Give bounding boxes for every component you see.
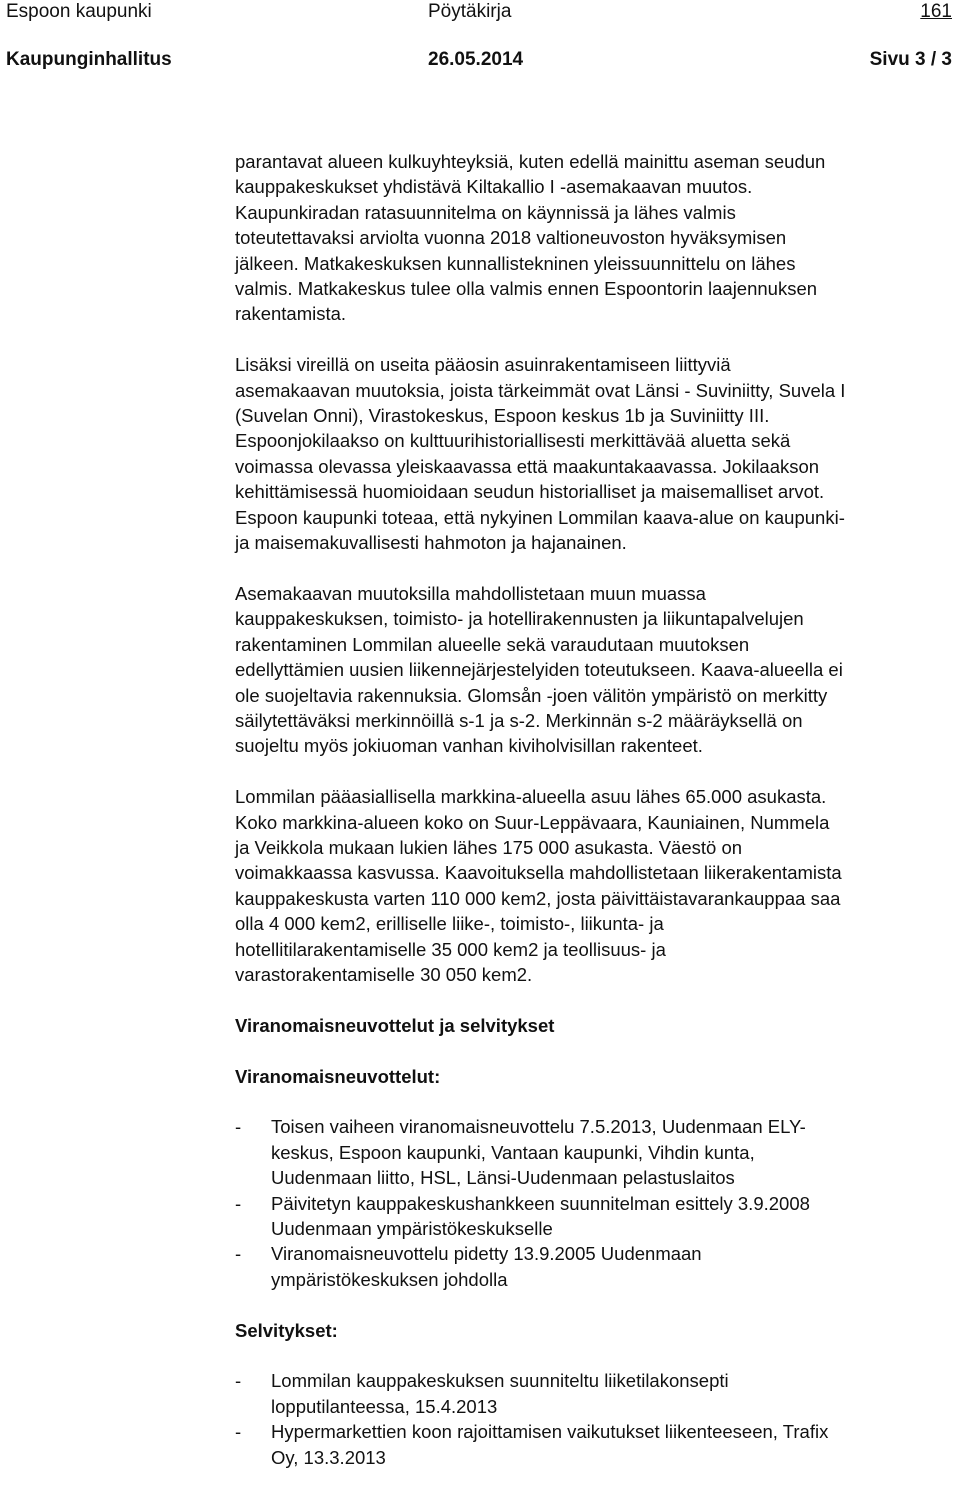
list-item	[235, 1114, 955, 1190]
consultations-list	[235, 1114, 955, 1292]
studies-heading: Selvitykset:	[235, 1319, 338, 1341]
studies-list	[235, 1368, 955, 1470]
organization-name: Espoon kaupunki	[6, 1, 152, 22]
list-item-text: Lommilan kauppakeskuksen suunniteltu liiketilakonsepti lopputilanteessa, 15.4.2013	[271, 1370, 729, 1417]
body-name: Kaupunginhallitus	[6, 49, 172, 70]
list-dash: -	[235, 1243, 242, 1265]
list-item-text: Viranomaisneuvottelu pidetty 13.9.2005 Uudenmaan ympäristökeskuksen johdolla	[271, 1243, 702, 1290]
list-item-text: Päivitetyn kauppakeskushankkeen suunnitelman esittely 3.9.2008 Uudenmaan ympäristökeskukselle	[271, 1192, 810, 1239]
paragraph-pending-plans: Lisäksi vireillä on useita pääosin asuinrakentamiseen liittyviä asemakaavan muutoksia, joista tärkeimmät ovat Länsi - Suviniitty, Suvela I (Suvelan Onni), Virastokeskus, Espoon keskus 1b ja Suviniitty III. Espoonjokilaakso on kulttuurihistoriallisesti merkittävää aluetta sekä voimassa olevassa yleiskaavassa että maakuntakaavassa. Jokilaakson kehittämisessä huomioidaan seudun historialliset ja maisemalliset arvot. Espoon kaupunki toteaa, että nykyinen Lommilan kaava-alue on kaupunki- ja maisemakuvallisesti hahmoton ja hajanainen.	[235, 354, 846, 554]
paragraph-market-area: Lommilan pääasiallisella markkina-alueella asuu lähes 65.000 asukasta. Koko markkina-alueen koko on Suur-Leppävaara, Kauniainen, Nummela ja Veikkola mukaan lukien lähes 175 000 asukasta. Väestö on voimakkaassa kasvussa. Kaavoituksella mahdollistetaan liikerakentamista kauppakeskusta varten 110 000 kem2, josta päivittäistavarankauppaa saa olla 4 000 kem2, erilliselle liike-, toimisto-, liikunta- ja hotellitilarakentamiselle 35 000 kem2 ja teollisuus- ja varastorakentamiselle 30 050 kem2.	[235, 786, 842, 985]
list-item-text: Toisen vaiheen viranomaisneuvottelu 7.5.2013, Uudenmaan ELY- keskus, Espoon kaupunki, Vantaan kaupunki, Vihdin kunta, Uudenmaan liitto, HSL, Länsi-Uudenmaan pelastuslaitos	[271, 1116, 806, 1189]
paragraph-traffic-connections: parantavat alueen kulkuyhteyksiä, kuten edellä mainittu aseman seudun kauppakeskukset yhdistävä Kiltakallio I -asemakaavan muutos. Kaupunkiradan ratasuunnitelma on käynnissä ja lähes valmis toteutettavaksi arviolta vuonna 2018 valtioneuvoston hyväksymisen jälkeen. Matkakeskuksen kunnallistekninen yleissuunnittelu on lähes valmis. Matkakeskus tulee olla valmis ennen Espoontorin laajennuksen rakentamista.	[235, 151, 826, 325]
consultations-heading: Viranomaisneuvottelut:	[235, 1065, 441, 1087]
paragraph-plan-changes: Asemakaavan muutoksilla mahdollistetaan muun muassa kauppakeskuksen, toimisto- ja hotellirakennusten ja liikuntapalvelujen rakentaminen Lommilan alueelle sekä varaudutaan muutoksen edellyttämien uusien liikennejärjestelyiden toteutukseen. Kaava-alueella ei ole suojeltavia rakennuksia. Glomsån -joen välitön ympäristö on merkitty säilytettäväksi merkinnöillä s-1 ja s-2. Merkinnän s-2 määräyksellä on suojeltu myös jokiuoman vanhan kiviholvisillan rakenteet.	[235, 582, 843, 757]
section-heading: Viranomaisneuvottelut ja selvitykset	[235, 1014, 555, 1036]
document-type: Pöytäkirja	[428, 1, 512, 22]
list-item	[235, 1241, 955, 1292]
page-number: Sivu 3 / 3	[869, 49, 952, 70]
list-item-text: Hypermarkettien koon rajoittamisen vaikutukset liikenteeseen, Trafix Oy, 13.3.2013	[271, 1421, 829, 1468]
meeting-date: 26.05.2014	[428, 49, 524, 70]
list-item	[235, 1191, 955, 1242]
list-item	[235, 1419, 955, 1470]
list-item	[235, 1368, 955, 1419]
document-body	[235, 149, 955, 1495]
list-dash: -	[235, 1370, 242, 1392]
list-dash: -	[235, 1421, 242, 1443]
list-dash: -	[235, 1192, 242, 1214]
section-number: 161	[920, 1, 952, 22]
list-dash: -	[235, 1116, 242, 1138]
